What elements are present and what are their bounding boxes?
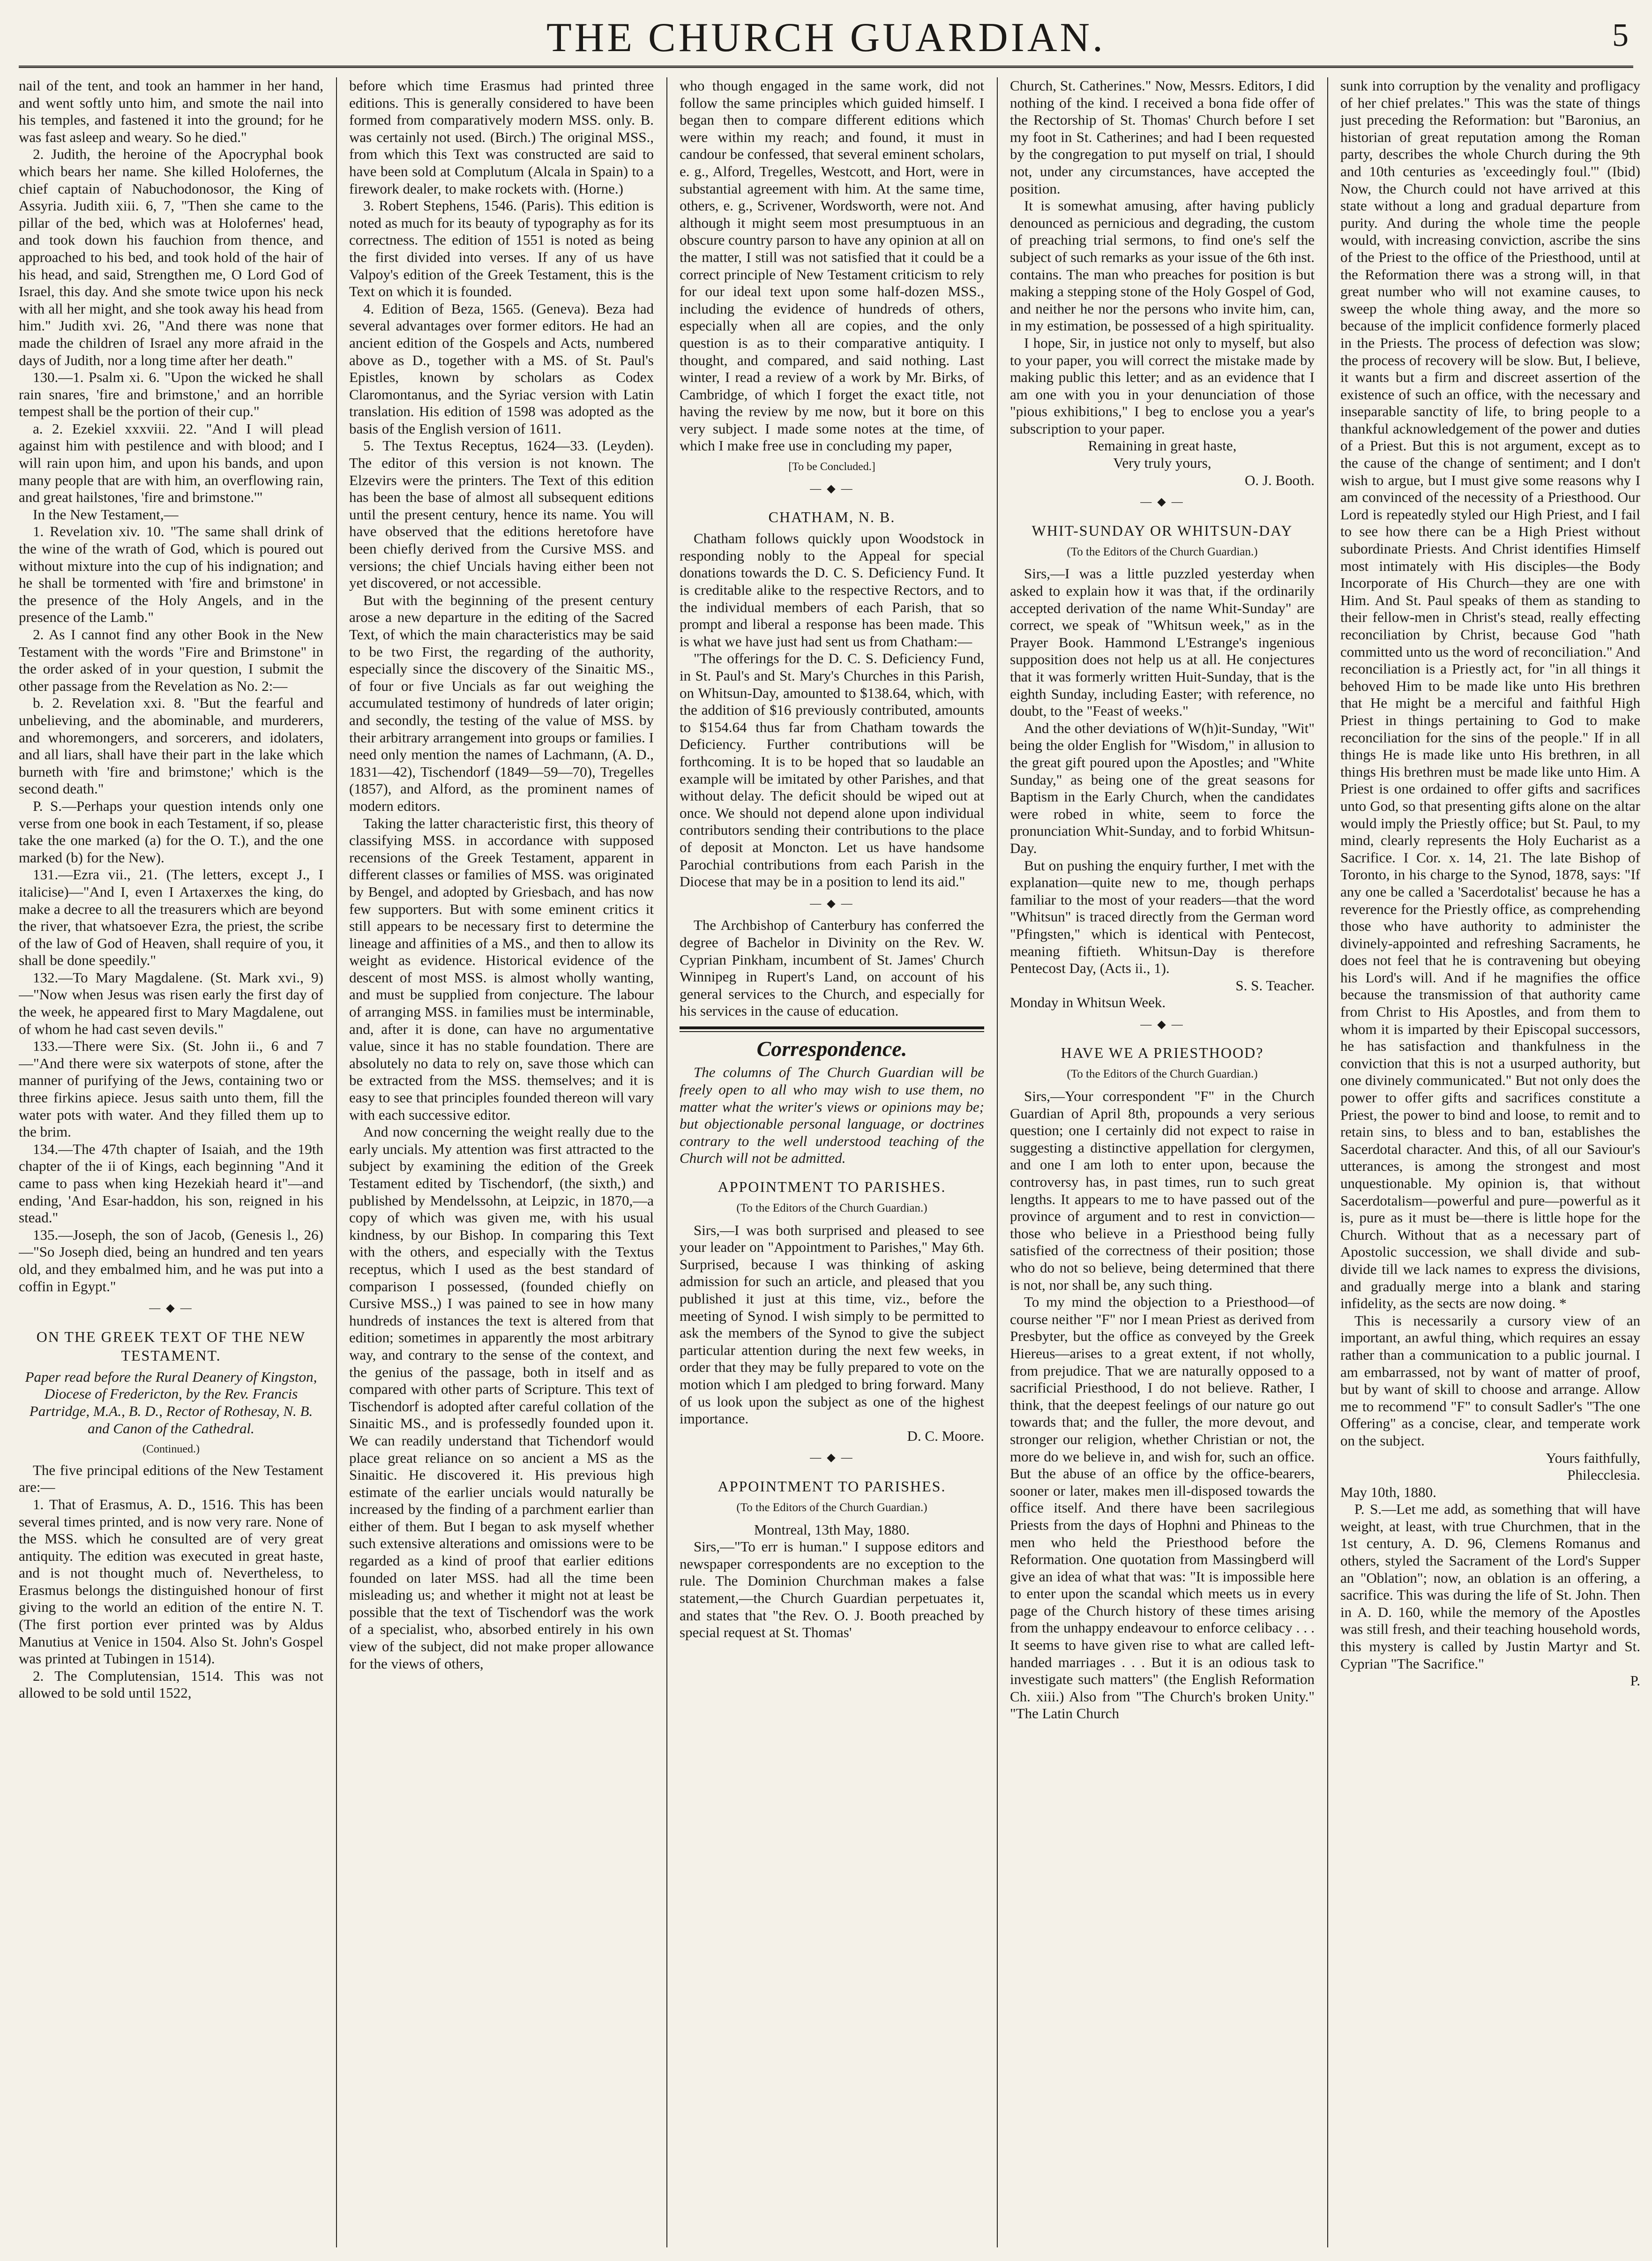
signature: S. S. Teacher. (1235, 977, 1315, 994)
section-separator (680, 895, 984, 913)
paragraph: 131.—Ezra vii., 21. (The letters, except J., I italicise)—"And I, even I Artaxerxes the king, do make a decree to all the treasurers which are beyond the river, that whatsoever Ezra, the priest, the scribe of the law of God of Heaven, shall require of you, it shall be done speedily." (19, 866, 323, 969)
column-4 (1010, 77, 1315, 2247)
section-separator (680, 480, 984, 498)
section-separator (19, 1300, 323, 1317)
column-1 (19, 77, 323, 2247)
paragraph: 1. Revelation xiv. 10. "The same shall drink of the wine of the wrath of God, which is poured out without mixture into the cup of his indignation; and he shall be tormented with 'fire and brimstone' in the presence of the Holy Angels, and in the presence of the Lamb." (19, 523, 323, 626)
paragraph: a. 2. Ezekiel xxxviii. 22. "And I will plead against him with pestilence and with blood; and I will rain upon him, and upon his bands, and upon many people that are with him, an overflowing rain, and great hailstones, 'fire and brimstone.'" (19, 420, 323, 506)
paragraph: It is somewhat amusing, after having publicly denounced as pernicious and degrading, the custom of preaching trial sermons, to find one's self the subject of such remarks as your issue of the 6th inst. contains. The man who preaches for position is but making a stepping stone of the Holy Gospel of God, and neither he nor the persons who invite him, can, in my estimation, be possessed of a high spirituality. (1010, 197, 1315, 334)
section-separator (1010, 1016, 1315, 1033)
paragraph: Sirs,—"To err is human." I suppose editors and newspaper correspondents are no exception to the rule. The Dominion Churchman makes a false statement,—the Church Guardian perpetuates it, and states that "the Rev. O. J. Booth preached by special request at St. Thomas' (680, 1538, 984, 1641)
newspaper-title: THE CHURCH GUARDIAN. (546, 15, 1106, 60)
paragraph: To my mind the objection to a Priesthood—of course neither "F" nor I mean Priest as derived from Presbyter, but the office as conveyed by the Greek Hiereus—arises to a great extent, if not wholly, from prejudice. That we are naturally opposed to a sacrificial Priesthood, I do not believe. Rather, I think, that the deepest feelings of our nature go out towards that; and the fuller, the more devout, and stronger our religion, whether Christian or not, the more do we believe in, and wish for, such an office. But the abuse of an office by the office-bearers, sooner or later, makes men ill-disposed towards the office itself. And there have been sacrilegious Priests from the days of Hophni and Phineas to the men who held the Priesthood before the Reformation. One quotation from Massingberd will give an idea of what that was: "It is impossible here to enter upon the scandal which meets us in every page of the Church history of these times arising from the unhappy endeavour to enforce celibacy . . . It seems to have given rise to what are called left-handed marriages . . . But it is an odious task to investigate such matters" (the English Reformation Ch. xiii.) Also from "The Church's broken Unity." "The Latin Church (1010, 1294, 1315, 1722)
paragraph: 134.—The 47th chapter of Isaiah, and the 19th chapter of the ii of Kings, each beginning "And it came to pass when king Hezekiah heard it"—and ending, 'And Esar-haddon, his son, reigned in his stead." (19, 1140, 323, 1226)
column-5 (1340, 77, 1640, 2247)
paragraph: 2. The Complutensian, 1514. This was not allowed to be sold until 1522, (19, 1667, 323, 1701)
paragraph: May 10th, 1880. (1340, 1483, 1436, 1500)
paragraph: b. 2. Revelation xxi. 8. "But the fearful and unbelieving, and the abominable, and murderers, and whoremongers, and sorcerers, and idolaters, and all liars, shall have their part in the lake which burneth with 'fire and brimstone;' which is the second death." (19, 695, 323, 797)
column-rule (666, 77, 667, 2247)
page-number: 5 (1612, 17, 1629, 53)
paragraph: 130.—1. Psalm xi. 6. "Upon the wicked he shall rain snares, 'fire and brimstone,' and an horrible tempest shall be the portion of their cup." (19, 369, 323, 420)
article-heading: APPOINTMENT TO PARISHES. (718, 1477, 946, 1495)
paragraph: who though engaged in the same work, did not follow the same principles which guided himself. I began then to compare different editions which were within my reach; and found, it must in candour be confessed, that several eminent scholars, e. g., Alford, Tregelles, Westcott, and Hort, were in substantial agreement with him. At the same time, others, e. g., Scrivener, Wordsworth, were not. And although it might seem most presumptuous in an obscure country parson to have any opinion at all on the matter, I still was not satisfied that it could be a correct principle of New Testament criticism to rely for our ideal text upon some half-dozen MSS., including the evidence of hundreds of others, especially when all are copies, and the only question is as to their comparative antiquity. I thought, and compared, and said nothing. Last winter, I read a review of a work by Mr. Birks, of Cambridge, of which I forget the exact title, not having the review by me now, but it bore on this very subject. I made some notes at the time, of which I make free use in concluding my paper, (680, 77, 984, 454)
paragraph: Church, St. Catherines." Now, Messrs. Editors, I did nothing of the kind. I received a bona fide offer of the Rectorship of St. Thomas' Church before I set my foot in St. Catherines; and had I been requested by the congregation to put myself on trial, I should not, under any circumstances, have accepted the position. (1010, 77, 1315, 197)
paragraph: nail of the tent, and took an hammer in her hand, and went softly unto him, and smote the nail into his temples, and fastened it into the ground; for he was fast asleep and weary. So he died." (19, 77, 323, 145)
article-heading: WHIT-SUNDAY OR WHITSUN-DAY (1032, 522, 1293, 539)
column-2 (349, 77, 654, 2247)
paragraph: Montreal, 13th May, 1880. (754, 1521, 910, 1538)
paragraph: Sirs,—I was a little puzzled yesterday when asked to explain how it was that, if the ordinarily accepted derivation of the name Whit-Sunday" are correct, we speak of "Whitsun week," as in the Prayer Book. Hammond L'Estrange's ingenious supposition does not help us at all. He conjectures that it was formerly written Huit-Sunday, that is the eighth Sunday, including Easter; with reference, no doubt, to the "Feast of weeks." (1010, 565, 1315, 719)
paragraph: Monday in Whitsun Week. (1010, 994, 1166, 1011)
paragraph: Chatham follows quickly upon Woodstock in responding nobly to the Appeal for special donations towards the D. C. S. Deficiency Fund. It is creditable alike to the respective Rectors, and to the individual members of each Parish, that so prompt and liberal a response has been made. This is what we have just had sent us from Chatham:— (680, 530, 984, 650)
paragraph: P. S.—Let me add, as something that will have weight, at least, with true Churchmen, that in the 1st century, A. D. 96, Clemens Romanus and others, styled the Sacrament of the Lord's Supper an "Oblation"; now, an oblation is an offering, a sacrifice. This was during the life of St. John. Then in A. D. 160, while the memory of the Apostles was still fresh, and their teaching household words, this mystery is called by Justin Martyr and St. Cyprian "The Sacrifice." (1340, 1501, 1640, 1672)
signature: P. (1630, 1672, 1640, 1689)
paragraph: The columns of The Church Guardian will be freely open to all who may wish to use them, no matter what the writer's views or opinions may be; but objectionable personal language, or doctrines contrary to the well understood teaching of the Church will not be admitted. (680, 1064, 984, 1167)
paragraph: 132.—To Mary Magdalene. (St. Mark xvi., 9)—"Now when Jesus was risen early the first day of the week, he appeared first to Mary Magdalene, out of whom he had cast seven devils." (19, 969, 323, 1037)
paragraph: In the New Testament,— (33, 506, 179, 523)
paragraph: Taking the latter characteristic first, this theory of classifying MSS. in accordance with supposed recensions of the Greek Testament, apparent in different classes or families of MSS. was originated by Bengel, and adopted by Griesbach, and has now few supporters. But with some eminent critics it still appears to be necessary first to determine the lineage and affinities of a MS., and then to allow its weight as evidence. Historical evidence of the descent of most MSS. is almost wholly wanting, and must be supplied from conjecture. The labour of arranging MSS. in families must be interminable, and, after it is done, can have no argumentative value, since it has no stable foundation. There are absolutely no data to rely on, save those which can be extracted from the MSS. themselves; and it is easy to see that principles founded thereon will vary with each successive editor. (349, 815, 654, 1123)
paragraph: 2. Judith, the heroine of the Apocryphal book which bears her name. She killed Holofernes, the chief captain of Nabuchodonosor, the King of Assyria. Judith xiii. 6, 7, "Then she came to the pillar of the bed, which was at Holofernes' head, and took down his fauchion from thence, and approached to his bed, and took hold of the hair of his head, and said, Strengthen me, O Lord God of Israel, this day. And she smote twice upon his neck with all her might, and she took away his head from him." Judith xvi. 26, "And there was none that made the children of Israel any more afraid in the days of Judith, nor a long time after her death." (19, 146, 323, 368)
paragraph: This is necessarily a cursory view of an important, an awful thing, which requires an essay rather than a communication to a public journal. I am embarrassed, not by want of matter of proof, but by want of skill to choose and arrange. Allow me to recommend "F" to consult Sadler's "The one Offering" as a concise, clear, and temperate work on the subject. (1340, 1312, 1640, 1449)
article-heading: CHATHAM, N. B. (768, 509, 896, 526)
article-heading: APPOINTMENT TO PARISHES. (718, 1178, 946, 1196)
signature: Yours faithfully, (1546, 1449, 1640, 1466)
paragraph: 3. Robert Stephens, 1546. (Paris). This edition is noted as much for its beauty of typography as for its correctness. The edition of 1551 is noted as being the first divided into verses. If any of us have Valpoy's edition of the Greek Testament, this is the Text on which it is founded. (349, 197, 654, 300)
paragraph: I hope, Sir, in justice not only to myself, but also to your paper, you will correct the mistake made by making public this letter; and as an evidence that I am one with you in your denunciation of those "pious exhibitions," I beg to enclose you a year's subscription to your paper. (1010, 334, 1315, 437)
paragraph: Sirs,—Your correspondent "F" in the Church Guardian of April 8th, propounds a very serious question; one I certainly did not expect to raise in suggesting a distinctive appellation for clergymen, and one I am loth to enter upon, because the controversy has, in past times, run to such great lengths. It appears to me to have passed out of the province of argument and to rest in conviction—those who believe in a Priesthood being fully satisfied of the correctness of their position; those who do not so believe, being determined that there is not, nor shall be, any such thing. (1010, 1088, 1315, 1293)
paragraph: 5. The Textus Receptus, 1624—33. (Leyden). The editor of this version is not known. The Elzevirs were the printers. The Text of this edition has been the base of almost all subsequent editions until the present century, hence its name. You will have observed that the editions heretofore have been chiefly derived from the Cursive MSS. and versions; the chief Uncials having either been not yet discovered, or not accessible. (349, 437, 654, 591)
paragraph: Paper read before the Rural Deanery of Kingston, Diocese of Fredericton, by the Rev. Francis Partridge, M.A., B. D., Rector of Rothesay, N. B. and Canon of the Cathedral. (25, 1368, 317, 1437)
double-rule (680, 1026, 984, 1029)
article-subheading: (To the Editors of the Church Guardian.) (736, 1501, 927, 1514)
article-subheading: (To the Editors of the Church Guardian.) (1067, 1068, 1258, 1081)
paragraph: Remaining in great haste, (1088, 437, 1237, 454)
section-separator (1010, 494, 1315, 511)
paragraph: The Archbishop of Canterbury has conferred the degree of Bachelor in Divinity on the Rev. W. Cyprian Pinkham, incumbent of St. James' Church Winnipeg in Rupert's Land, on account of his general services to the Church, and especially for his services in the cause of education. (680, 917, 984, 1019)
paragraph: "The offerings for the D. C. S. Deficiency Fund, in St. Paul's and St. Mary's Churches in this Parish, on Whitsun-Day, amounted to $138.64, which, with the addition of $16 previously contributed, amounts to $154.64 thus far from Chatham towards the Deficiency. Further contributions will be forthcoming. It is to be hoped that so laudable an example will be imitated by other Parishes, and that without delay. The deficit should be wiped out at once. We should not depend alone upon individual contributors sending their contributions to the place of deposit at Moncton. Let us have handsome Parochial contributions from each Parish in the Diocese that may be in a position to lend its aid." (680, 650, 984, 890)
paragraph: Sirs,—I was both surprised and pleased to see your leader on "Appointment to Parishes," May 6th. Surprised, because I was thinking of asking admission for such an article, and pleased that you published it just at this time, viz., before the meeting of Synod. I wish simply to be permitted to ask the members of the Synod to give the subject particular attention during the next few weeks, in order that they may be fully prepared to vote on the motion which I am pledged to bring forward. Many of us look upon the subject as one of the highest importance. (680, 1221, 984, 1427)
paragraph: 135.—Joseph, the son of Jacob, (Genesis l., 26)—"So Joseph died, being an hundred and ten years old, and they embalmed him, and he was put into a coffin in Egypt." (19, 1226, 323, 1295)
double-rule (680, 1031, 984, 1032)
column-rule (997, 77, 998, 2247)
paragraph: before which time Erasmus had printed three editions. This is generally considered to have been formed from comparatively modern MSS. only. B. was certainly not used. (Birch.) The original MSS., from which this Text was constructed are said to have been sold at Complutum (Alcala in Spain) to a firework dealer, to make rockets with. (Horne.) (349, 77, 654, 197)
paragraph: But on pushing the enquiry further, I met with the explanation—quite new to me, though perhaps familiar to the most of your readers—that the word "Whitsun" is traced directly from the German word "Pfingsten," which is identical with Pentecost, meaning fiftieth. Whitsun-Day is therefore Pentecost Day, (Acts ii., 1). (1010, 857, 1315, 977)
paragraph: 4. Edition of Beza, 1565. (Geneva). Beza had several advantages over former editors. He had an ancient edition of the Gospels and Acts, numbered above as D., together with a MS. of St. Paul's Epistles, known by scholars as Codex Claromontanus, and the Syriac version with Latin translation. His edition of 1598 was adopted as the basis of the English version of 1611. (349, 300, 654, 437)
paragraph: And now concerning the weight really due to the early uncials. My attention was first attracted to the subject by examining the edition of the Greek Testament edited by Tischendorf, (the sixth,) and published by Mendelssohn, at Leipzic, in 1870,—a copy of which was given me, with his usual kindness, by our Bishop. In comparing this Text with the others, and especially with the Textus receptus, which I used as the best standard of comparison I possessed, (founded chiefly on Cursive MSS.,) I was pained to see in how many hundreds of instances the text is altered from that edition; sometimes in apparently the most arbitrary way, and contrary to the sense of the context, and the genius of the passage, both in itself and as compared with other parts of Scripture. This text of Tischendorf is adopted after careful collation of the Sinaitic MS., and is professedly founded upon it. We can readily understand that Tichendorf would place great reliance on so ancient a MS as the Sinaitic. He discovered it. His previous high estimate of the earlier uncials would naturally be increased by the finding of a parchment earlier than either of them. But I began to ask myself whether such extensive alterations and omissions were to be regarded as a kind of proof that earlier editions founded on later MSS. had all the time been misleading us; and whether it might not at least be possible that the text of Tischendorf was the work of a specialist, who, absorbed entirely in his own view of the subject, did not make proper allowance for the views of others, (349, 1123, 654, 1672)
paragraph: But with the beginning of the present century arose a new departure in the editing of the Sacred Text, of which the main characteristics may be said to be two First, the regarding of the authority, especially since the discovery of the Sinaitic MS., of four or five Uncials as far out weighing the accumulated testimony of hundreds of later origin; and secondly, the testing of the value of MSS. by their arbitrary arrangement into groups or families. I need only mention the names of Lachmann, (A. D., 1831—42), Tischendorf (1849—59—70), Tregelles (1857), and Alford, as the prominent names of modern editors. (349, 591, 654, 814)
signature: Philecclesia. (1567, 1467, 1640, 1483)
masthead (19, 9, 1633, 68)
column-3 (680, 77, 984, 2247)
article-heading: HAVE WE A PRIESTHOOD? (1061, 1044, 1264, 1062)
paragraph: And the other deviations of W(h)it-Sunday, "Wit" being the older English for "Wisdom," in allusion to the great gift poured upon the Apostles; and "White Sunday," as being one of the great seasons for Baptism in the Early Church, when the candidates were robed in white, seem to force the pronunciation Whit-Sunday, and to forbid Whitsun-Day. (1010, 719, 1315, 856)
paragraph: 2. As I cannot find any other Book in the New Testament with the words "Fire and Brimstone" in the order asked of in your question, I submit the other passage from the Revelation as No. 2:— (19, 626, 323, 694)
signature: D. C. Moore. (907, 1427, 984, 1444)
section-title: Correspondence. (756, 1036, 907, 1061)
article-subheading: (To the Editors of the Church Guardian.) (1067, 545, 1258, 558)
paragraph: sunk into corruption by the venality and profligacy of her chief prelates." This was the state of things just preceding the Reformation: but "Baronius, an historian of great reputation among the Roman party, describes the whole Church during the 9th and 10th centuries as 'exceedingly foul.'" (Ibid) Now, the Church could not have arrived at this state without a long and gradual departure from purity. And during the whole time the people would, with increasing conviction, ascribe the sins of the Priest to the office of the Priesthood, until at the Reformation there was a strong will, in that great number who will not examine causes, to sweep the whole thing away, and the more so because of the implicit confidence formerly placed in the Priests. The process of defection was slow; the process of recovery will be slow. But, I believe, it wants but a firm and discreet assertion of the existence of such an office, with the necessary and inseparable sanctity of life, to bring people to a thankful acknowledgement of the power and duties of a Priest. But this is not argument, except as to the cause of the change of sentiment; and I don't wish to argue, but I must give some reasons why I am convinced of the necessity of a Priesthood. Our Lord is repeatedly styled our High Priest, and I fail to see how there can be a High Priest without subordinate Priests. And Christ identifies Himself most intimately with His disciples—the Body Incorporate of His Church—they are one with Him. And St. Paul speaks of them as standing to their fellow-men in Christ's stead, really effecting reconciliation by Christ, because God "hath committed unto us the word of reconciliation." And reconciliation is a Priestly act, for "in all things it behoved Him to be made like unto His brethren that He might be a merciful and faithful High Priest in things pertaining to God to make reconciliation for the sins of the people." If in all things He is made like unto His brethren, in all things His brethren must be made like unto Him. A Priest is one ordained to offer gifts and sacrifices unto God, so that presenting gifts alone on the altar would imply the Priestly office; but St. Paul, to my mind, clearly represents the Holy Eucharist as a Sacrifice. I Cor. x. 14, 21. The late Bishop of Toronto, in his charge to the Synod, 1878, says: "If any one be called a 'Sacerdotalist' because he has a reverence for the Priestly office, as comprehending those who have authority to administer the divinely-appointed and refreshing Sacraments, he does not feel that he is contravening but obeying his Lord's will. And if he magnifies the office because the transmission of that authority came from Christ to His Apostles, and from them to whom it is imparted by their Episcopal successors, he has satisfaction and thankfulness in the conviction that this is not a usurped authority, but one divinely communicated." But not only does the power to offer gifts and sacrifices constitute a Priest, the power to bind and loose, to remit and to retain sins, to bless and to ban, establishes the Sacerdotal character. And this, of all our Saviour's utterances, is among the strongest and most unquestionable. My opinion is, that without Sacerdotalism—powerful and pure—powerful as it is, pure as it must be—there is little hope for the Church. Without that as a necessary part of Apostolic succession, we shall divide and sub-divide till we lack names to express the divisions, and gradually merge into a blank and staring infidelity, as the sects are now doing. * (1340, 77, 1640, 1312)
continuation-note: (Continued.) (142, 1443, 200, 1456)
section-separator (680, 1449, 984, 1467)
paragraph: 1. That of Erasmus, A. D., 1516. This has been several times printed, and is now very rare. None of the MSS. which he consulted are of very great antiquity. The edition was executed in great haste, and is not thought much of. Nevertheless, to Erasmus belongs the distinguished honour of first giving to the world an edition of the entire N. T. (The first portion ever printed was by Aldus Manutius at Venice in 1504. Also St. John's Gospel was printed at Tubingen in 1514). (19, 1496, 323, 1667)
column-rule (336, 77, 337, 2247)
paragraph: 133.—There were Six. (St. John ii., 6 and 7—"And there were six waterpots of stone, after the manner of purifying of the Jews, containing two or three firkins apiece. Jesus saith unto them, fill the water pots with water. And they filled them up to the brim. (19, 1038, 323, 1140)
column-rule (1327, 77, 1328, 2247)
continuation-note: [To be Concluded.] (788, 461, 875, 473)
paragraph: P. S.—Perhaps your question intends only one verse from one book in each Testament, if so, please take the one marked (a) for the O. T.), and the one marked (b) for the New). (19, 797, 323, 866)
paragraph: Very truly yours, (1113, 455, 1211, 472)
signature: O. J. Booth. (1245, 472, 1315, 488)
paragraph: The five principal editions of the New Testament are:— (19, 1461, 323, 1496)
article-subheading: (To the Editors of the Church Guardian.) (736, 1202, 927, 1215)
article-heading: ON THE GREEK TEXT OF THE NEW TESTAMENT. (36, 1328, 306, 1364)
